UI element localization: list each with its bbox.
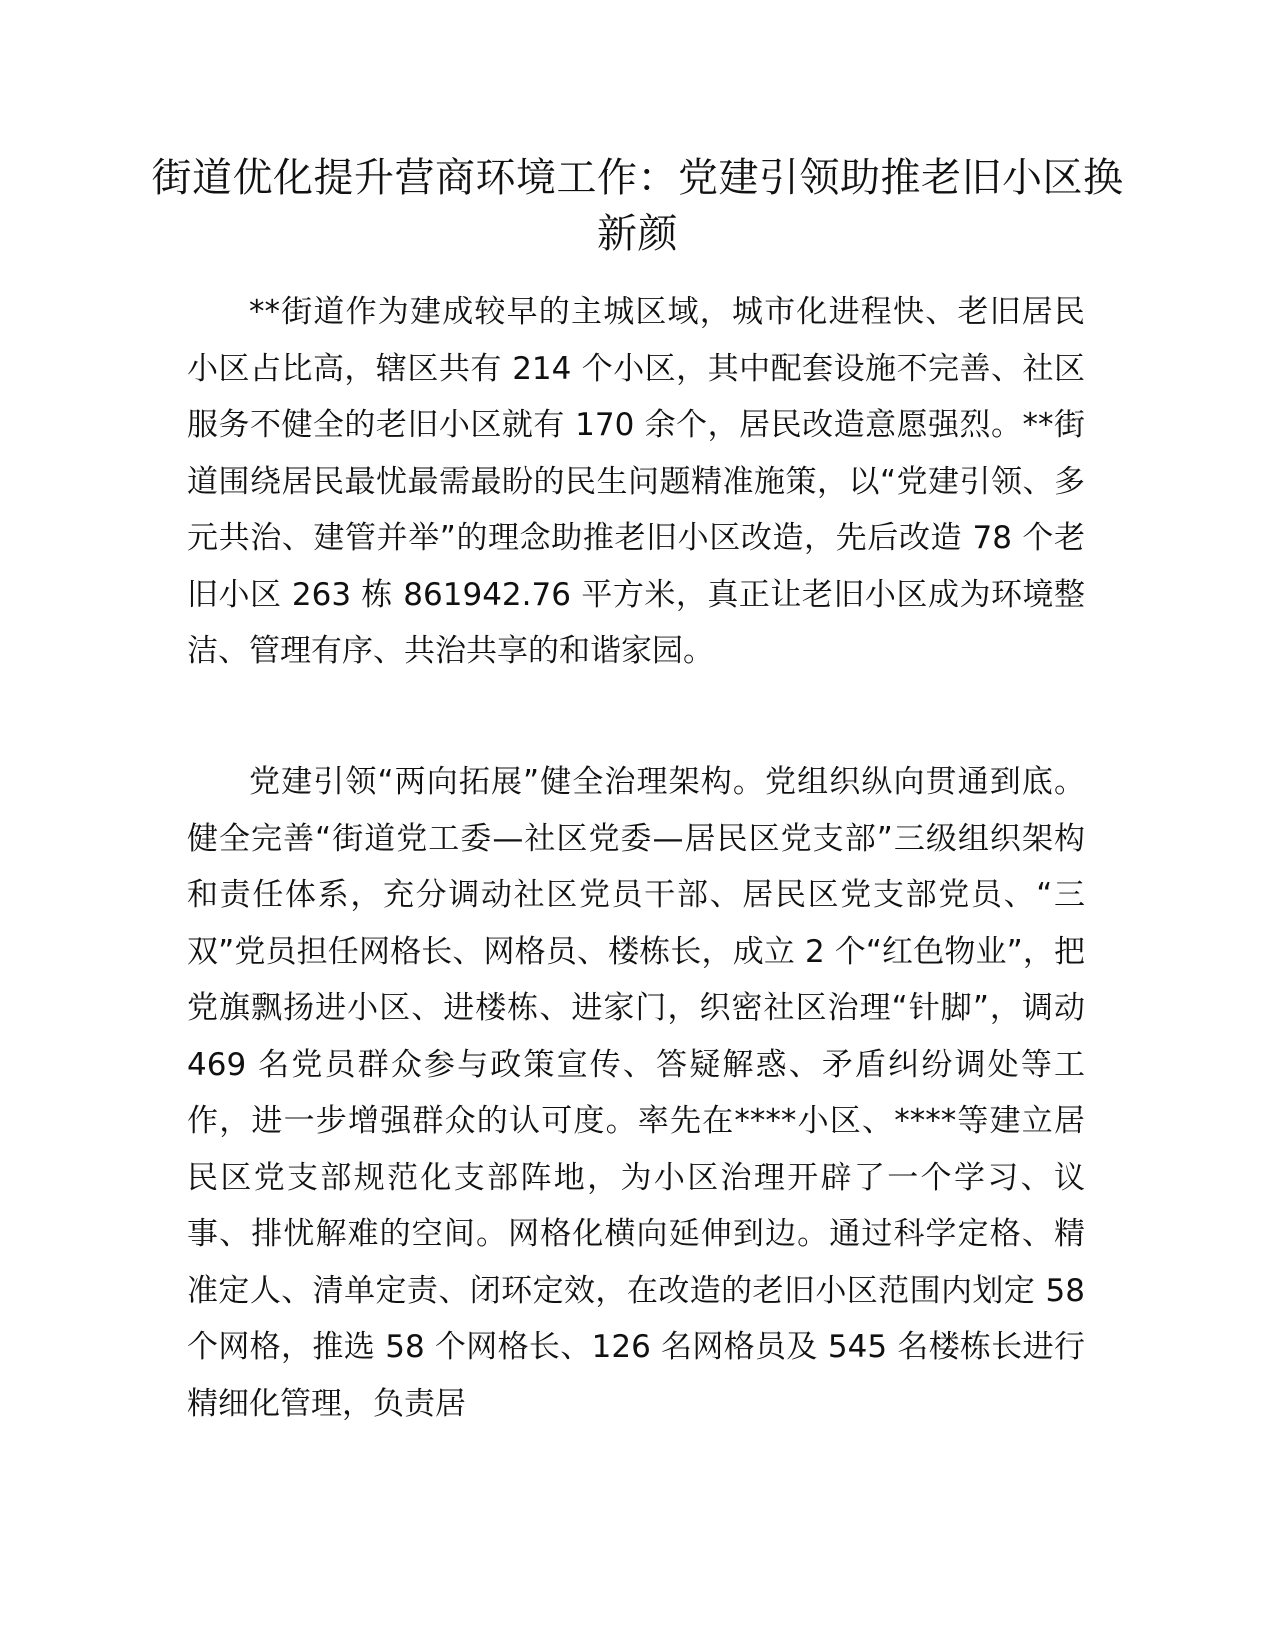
- document-title: 街道优化提升营商环境工作：党建引领助推老旧小区换新颜: [151, 155, 1124, 257]
- paragraph-party-building: 党建引领“两向拓展”健全治理架构。党组织纵向贯通到底。健全完善“街道党工委—社区党委—居民区党支部”三级组织架构和责任体系，充分调动社区党员干部、居民区党支部党员、“三双”党员担任网格长、网格员、楼栋长，成立 2 个“红色物业”，把党旗飘扬进小区、进楼栋、进家门，织密社区治理“针脚”，调动 469 名党员群众参与政策宣传、答疑解惑、矛盾纠纷调处等工作，进一步增强群众的认可度。率先在****小区、****等建立居民区党支部规范化支部阵地，为小区治理开辟了一个学习、议事、排忧解难的空间。网格化横向延伸到边。通过科学定格、精准定人、清单定责、闭环定效，在改造的老旧小区范围内划定 58 个网格，推选 58 个网格长、126 名网格员及 545 名楼栋长进行精细化管理，负责居: [187, 764, 1085, 1422]
- paragraph-intro: **街道作为建成较早的主城区域，城市化进程快、老旧居民小区占比高，辖区共有 214 个小区，其中配套设施不完善、社区服务不健全的老旧小区就有 170 余个，居民改造意愿强烈。**街道围绕居民最忧最需最盼的民生问题精准施策，以“党建引领、多元共治、建管并举”的理念助推老旧小区改造，先后改造 78 个老旧小区 263 栋 861942.76 平方米，真正让老旧小区成为环境整洁、管理有序、共治共享的和谐家园。: [187, 294, 1085, 669]
